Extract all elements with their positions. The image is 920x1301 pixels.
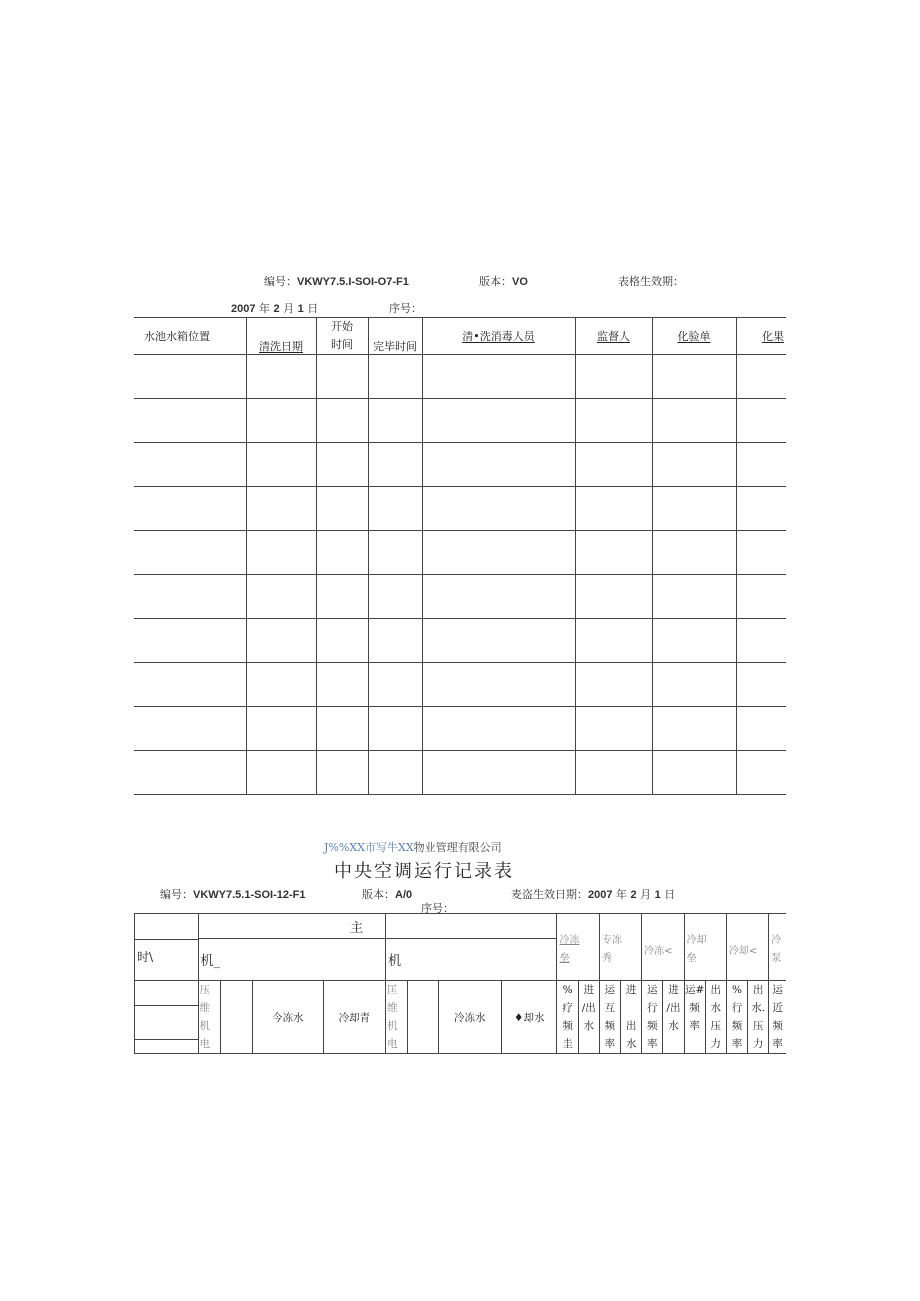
table-cell[interactable] bbox=[652, 487, 736, 531]
table-row bbox=[134, 707, 786, 751]
machine-label-2: 机 bbox=[388, 954, 402, 969]
table-cell[interactable] bbox=[368, 531, 422, 575]
col-header-start-time bbox=[316, 318, 368, 355]
table-cell[interactable] bbox=[422, 619, 575, 663]
table-cell[interactable] bbox=[652, 663, 736, 707]
table-cell[interactable] bbox=[246, 355, 316, 399]
time-header-cell bbox=[135, 914, 199, 981]
doc2-date-day-unit: 日 bbox=[664, 888, 676, 901]
header-row-1 bbox=[135, 914, 787, 939]
table-cell[interactable] bbox=[134, 751, 246, 795]
blank-1 bbox=[220, 981, 252, 1054]
table-cell[interactable] bbox=[575, 575, 652, 619]
table-cell[interactable] bbox=[575, 443, 652, 487]
table-cell[interactable] bbox=[134, 487, 246, 531]
sub-col-8: 出 水 压 力 bbox=[705, 981, 726, 1054]
table-cell[interactable] bbox=[736, 487, 786, 531]
table-cell[interactable] bbox=[422, 575, 575, 619]
table-cell[interactable] bbox=[246, 487, 316, 531]
table-row bbox=[134, 487, 786, 531]
table-cell[interactable] bbox=[652, 619, 736, 663]
company-name bbox=[324, 839, 502, 855]
table-cell[interactable] bbox=[652, 751, 736, 795]
table-cell[interactable] bbox=[316, 487, 368, 531]
doc2-serial-label: 序号： bbox=[421, 902, 454, 915]
table-cell[interactable] bbox=[422, 355, 575, 399]
doc2-code-label: 编号： bbox=[160, 888, 193, 901]
machine-2-cell bbox=[386, 939, 557, 981]
table-cell[interactable] bbox=[736, 751, 786, 795]
pump-lengque-1: 冷却 垒 bbox=[684, 914, 726, 981]
doc1-date-month: 2 bbox=[273, 303, 280, 315]
table-cell[interactable] bbox=[422, 751, 575, 795]
table-cell[interactable] bbox=[134, 707, 246, 751]
company-mid: 市写牛 bbox=[364, 841, 398, 854]
sub-col-3: 运 互 频 率 bbox=[599, 981, 620, 1054]
table-cell[interactable] bbox=[246, 663, 316, 707]
company-prefix: J%%XX bbox=[324, 841, 365, 854]
table-cell[interactable] bbox=[134, 575, 246, 619]
table-cell[interactable] bbox=[368, 487, 422, 531]
doc1-date-year-unit: 年 bbox=[258, 302, 270, 315]
table-cell[interactable] bbox=[575, 487, 652, 531]
table-cell[interactable] bbox=[575, 663, 652, 707]
table-cell[interactable] bbox=[134, 355, 246, 399]
table-cell[interactable] bbox=[736, 707, 786, 751]
sub-col-11: 运 近 频 率 bbox=[769, 981, 786, 1054]
doc1-version-row bbox=[479, 273, 528, 289]
doc1-date bbox=[231, 300, 318, 316]
table-cell[interactable] bbox=[316, 355, 368, 399]
table-cell[interactable] bbox=[246, 399, 316, 443]
table-cell[interactable] bbox=[736, 399, 786, 443]
table-row bbox=[134, 355, 786, 399]
compressor-1: 压 维 机 电 bbox=[198, 981, 220, 1054]
doc2-date-month: 2 bbox=[630, 889, 637, 901]
table-cell[interactable] bbox=[246, 575, 316, 619]
pump-zhuandong: 专冻 秀 bbox=[599, 914, 641, 981]
doc1-code-label: 编号： bbox=[264, 275, 297, 288]
doc1-date-month-unit: 月 bbox=[283, 302, 295, 315]
table-cell[interactable] bbox=[368, 575, 422, 619]
table-cell[interactable] bbox=[368, 443, 422, 487]
table-cell[interactable] bbox=[736, 355, 786, 399]
doc1-code-row bbox=[264, 273, 409, 289]
table-cell[interactable] bbox=[316, 399, 368, 443]
table-cell[interactable] bbox=[316, 531, 368, 575]
form-title: 中央空调运行记录表 bbox=[334, 861, 514, 882]
doc2-version-label: 版本： bbox=[362, 888, 395, 901]
table-row bbox=[134, 575, 786, 619]
table-cell[interactable] bbox=[246, 531, 316, 575]
doc2-date-month-unit: 月 bbox=[640, 888, 652, 901]
table-cell[interactable] bbox=[422, 399, 575, 443]
col-header-result: 化果 bbox=[736, 318, 786, 355]
col-header-supervisor: 监督人 bbox=[575, 318, 652, 355]
table-cell[interactable] bbox=[134, 443, 246, 487]
time-sub-cell bbox=[135, 981, 199, 1054]
company-suffix: 物业管理有限公司 bbox=[413, 841, 502, 854]
start-label: 开始 bbox=[331, 320, 353, 333]
table-cell[interactable] bbox=[368, 355, 422, 399]
table-cell[interactable] bbox=[736, 531, 786, 575]
sub-col-4: 进 出 水 bbox=[621, 981, 642, 1054]
table-row bbox=[134, 443, 786, 487]
machine-1-cell bbox=[198, 939, 386, 981]
table-header-row bbox=[134, 318, 786, 355]
table-cell[interactable] bbox=[246, 707, 316, 751]
table-cell[interactable] bbox=[422, 443, 575, 487]
doc1-version-label: 版本： bbox=[479, 275, 512, 288]
table-cell[interactable] bbox=[575, 355, 652, 399]
table-cell[interactable] bbox=[575, 619, 652, 663]
table-cell[interactable] bbox=[134, 531, 246, 575]
doc2-code-row bbox=[160, 886, 305, 902]
doc1-code-value: VKWY7.5.I-SOI-O7-F1 bbox=[297, 276, 409, 288]
doc1-date-year: 2007 bbox=[231, 303, 256, 315]
table-cell[interactable] bbox=[134, 399, 246, 443]
table-cell[interactable] bbox=[422, 707, 575, 751]
table-cell[interactable] bbox=[316, 707, 368, 751]
cleaning-record-table bbox=[134, 317, 786, 795]
table-cell[interactable] bbox=[736, 663, 786, 707]
table-cell[interactable] bbox=[316, 751, 368, 795]
table-cell[interactable] bbox=[368, 399, 422, 443]
table-cell[interactable] bbox=[422, 663, 575, 707]
table-cell[interactable] bbox=[736, 619, 786, 663]
doc1-effective-label: 表格生效期： bbox=[618, 275, 684, 288]
table-cell[interactable] bbox=[575, 751, 652, 795]
col-header-clean-date: 清洗日期 bbox=[246, 318, 316, 355]
main-label-cell bbox=[198, 914, 386, 939]
table-cell[interactable] bbox=[134, 619, 246, 663]
table-cell[interactable] bbox=[652, 707, 736, 751]
doc1-date-day: 1 bbox=[297, 303, 304, 315]
company-xx: XX bbox=[397, 841, 414, 854]
time-label: 时\ bbox=[137, 950, 154, 964]
cooling-1: 冷却青 bbox=[323, 981, 386, 1054]
table-cell[interactable] bbox=[246, 619, 316, 663]
table-cell[interactable] bbox=[422, 531, 575, 575]
sub-col-7: 运# 频率 bbox=[684, 981, 705, 1054]
main-right-cell bbox=[386, 914, 557, 939]
doc2-effective-label: 麦盗生效日期： bbox=[511, 888, 588, 901]
chilled-water-1: 今冻水 bbox=[252, 981, 323, 1054]
machine-label-1: 机_ bbox=[200, 954, 221, 969]
chilled-water-2: 冷冻水 bbox=[438, 981, 502, 1054]
doc2-date-day: 1 bbox=[654, 889, 661, 901]
table-row bbox=[134, 663, 786, 707]
table-cell[interactable] bbox=[316, 663, 368, 707]
pump-lengdong-1: 冷冻 垒 bbox=[557, 914, 599, 981]
col-header-location: 水池水箱位置 bbox=[134, 318, 246, 355]
table-cell[interactable] bbox=[736, 575, 786, 619]
sub-col-6: 进 /出 水 bbox=[663, 981, 684, 1054]
ac-operation-table bbox=[134, 913, 786, 1054]
table-cell[interactable] bbox=[736, 443, 786, 487]
table-cell[interactable] bbox=[368, 663, 422, 707]
doc2-code-value: VKWY7.5.1-SOI-12-F1 bbox=[193, 889, 306, 901]
sub-col-1: %疗 频 圭 bbox=[557, 981, 578, 1054]
sub-col-9: %行 频 率 bbox=[726, 981, 747, 1054]
table-cell[interactable] bbox=[368, 751, 422, 795]
doc1-date-day-unit: 日 bbox=[307, 302, 319, 315]
table-cell[interactable] bbox=[246, 751, 316, 795]
table-row bbox=[134, 751, 786, 795]
table-cell[interactable] bbox=[316, 575, 368, 619]
doc2-version-value: A/0 bbox=[395, 889, 413, 901]
table-cell[interactable] bbox=[368, 707, 422, 751]
pump-lengdong-2: 冷冻< bbox=[642, 914, 684, 981]
table-row bbox=[134, 619, 786, 663]
header-row-3 bbox=[135, 981, 787, 1054]
col-header-lab-report: 化验单 bbox=[652, 318, 736, 355]
doc2-date-year-unit: 年 bbox=[615, 888, 627, 901]
col-header-staff: 清•洗消毒人员 bbox=[422, 318, 575, 355]
compressor-2: 匡 维 机 电 bbox=[386, 981, 408, 1054]
pump-lengque-2: 冷却< bbox=[726, 914, 768, 981]
table-cell[interactable] bbox=[422, 487, 575, 531]
table-body bbox=[134, 355, 786, 795]
table-cell[interactable] bbox=[652, 531, 736, 575]
cooling-water-2: ♦却水 bbox=[502, 981, 557, 1054]
sub-col-5: 运 行 频 率 bbox=[642, 981, 663, 1054]
pump-last: 冷 泵 bbox=[769, 914, 786, 981]
table-cell[interactable] bbox=[316, 443, 368, 487]
table-cell[interactable] bbox=[575, 707, 652, 751]
table-cell[interactable] bbox=[134, 663, 246, 707]
table-row bbox=[134, 531, 786, 575]
doc2-version-row bbox=[362, 886, 412, 902]
blank-2 bbox=[408, 981, 438, 1054]
table-cell[interactable] bbox=[652, 443, 736, 487]
doc2-date-year: 2007 bbox=[588, 889, 613, 901]
doc1-version-value: VO bbox=[512, 276, 528, 288]
table-cell[interactable] bbox=[652, 355, 736, 399]
table-row bbox=[134, 399, 786, 443]
sub-col-10: 出 水. 压 力 bbox=[748, 981, 769, 1054]
table-cell[interactable] bbox=[652, 575, 736, 619]
col-header-end-time: 完毕时间 bbox=[368, 318, 422, 355]
table-cell[interactable] bbox=[652, 399, 736, 443]
table-cell[interactable] bbox=[575, 531, 652, 575]
doc1-serial-label: 序号： bbox=[389, 302, 422, 315]
sub-col-2: 进 /出 水 bbox=[578, 981, 599, 1054]
table-cell[interactable] bbox=[368, 619, 422, 663]
doc2-effective-row bbox=[511, 886, 675, 902]
main-label: 主 bbox=[350, 920, 364, 936]
table-cell[interactable] bbox=[316, 619, 368, 663]
table-cell[interactable] bbox=[575, 399, 652, 443]
table-cell[interactable] bbox=[246, 443, 316, 487]
time-label: 时间 bbox=[331, 338, 353, 351]
